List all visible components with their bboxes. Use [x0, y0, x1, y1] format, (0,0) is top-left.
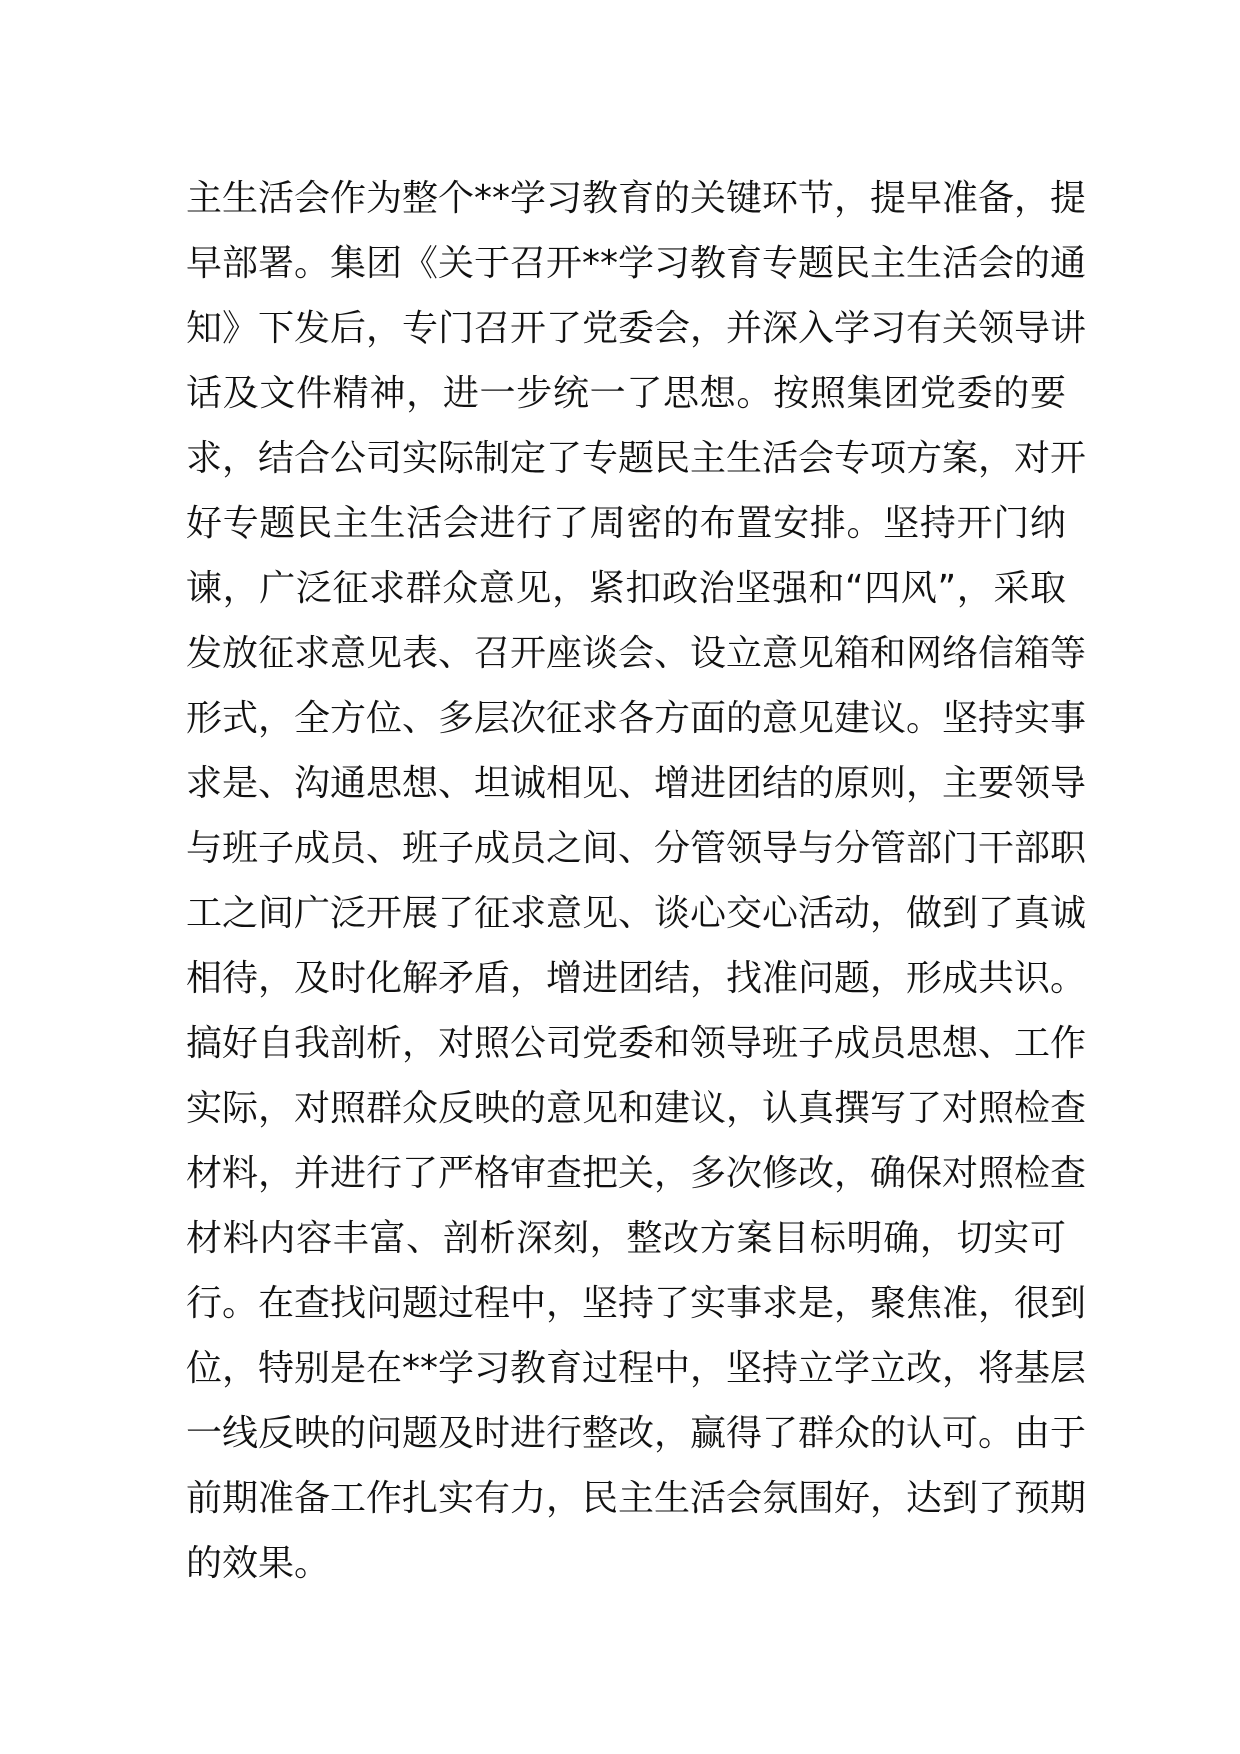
text-line: 材料内容丰富、剖析深刻，整改方案目标明确，切实可 — [186, 1218, 1066, 1259]
text-line: 发放征求意见表、召开座谈会、设立意见箱和网络信箱等 — [186, 633, 1087, 674]
text-line: 早部署。集团《关于召开**学习教育专题民主生活会的通 — [186, 243, 1087, 284]
text-line: 的效果。 — [186, 1543, 331, 1584]
text-line: 位，特别是在**学习教育过程中，坚持立学立改，将基层 — [186, 1348, 1087, 1389]
text-line: 材料，并进行了严格审查把关，多次修改，确保对照检查 — [186, 1153, 1087, 1194]
text-line: 与班子成员、班子成员之间、分管领导与分管部门干部职 — [186, 828, 1087, 869]
text-line: 话及文件精神，进一步统一了思想。按照集团党委的要 — [186, 373, 1066, 414]
text-line: 求，结合公司实际制定了专题民主生活会专项方案，对开 — [186, 438, 1087, 479]
body-paragraph — [186, 166, 1087, 1596]
text-line: 前期准备工作扎实有力，民主生活会氛围好，达到了预期 — [186, 1478, 1087, 1519]
text-line: 实际，对照群众反映的意见和建议，认真撰写了对照检查 — [186, 1088, 1087, 1129]
text-line: 工之间广泛开展了征求意见、谈心交心活动，做到了真诚 — [186, 893, 1087, 934]
text-line: 主生活会作为整个**学习教育的关键环节，提早准备，提 — [186, 178, 1087, 219]
text-line: 谏，广泛征求群众意见，紧扣政治坚强和“四风”，采取 — [186, 568, 1066, 609]
text-line: 一线反映的问题及时进行整改，赢得了群众的认可。由于 — [186, 1413, 1087, 1454]
text-line: 求是、沟通思想、坦诚相见、增进团结的原则，主要领导 — [186, 763, 1087, 804]
text-line: 形式，全方位、多层次征求各方面的意见建议。坚持实事 — [186, 698, 1087, 739]
text-line: 搞好自我剖析，对照公司党委和领导班子成员思想、工作 — [186, 1023, 1087, 1064]
text-line: 好专题民主生活会进行了周密的布置安排。坚持开门纳 — [186, 503, 1066, 544]
text-line: 相待，及时化解矛盾，增进团结，找准问题，形成共识。 — [186, 958, 1087, 999]
text-line: 行。在查找问题过程中，坚持了实事求是，聚焦准，很到 — [186, 1283, 1087, 1324]
text-line: 知》下发后，专门召开了党委会，并深入学习有关领导讲 — [186, 308, 1087, 349]
